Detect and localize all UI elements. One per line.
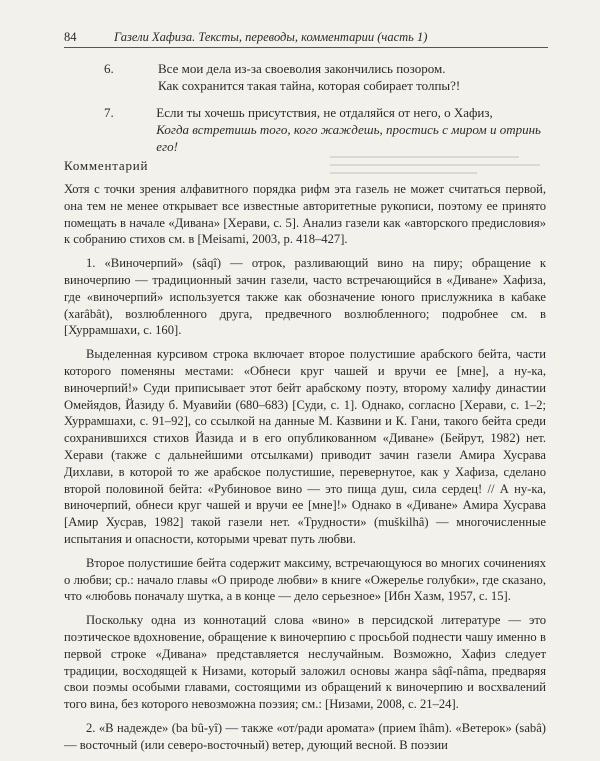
verse-number: 7. bbox=[104, 105, 114, 120]
paragraph: 2. «В надежде» (ba bû-yî) — также «от/ради аромата» (прием îhâm). «Ветерок» (sabâ) — восточный (или северо-восточный) ветер, дующий весной. В поэзии bbox=[64, 720, 546, 752]
commentary-body bbox=[64, 181, 546, 761]
verse-line: Если ты хочешь присутствия, не отдаляйся от него, о Хафиз, bbox=[156, 105, 493, 120]
paragraph: Хотя с точки зрения алфавитного порядка рифм эта газель не может считаться первой, она тем не менее открывает все известные авторитетные рукописи, поэтому ее принято помещать в начале «Дивана» [Херави, с. 5]. Анализ газели как «авторского предисловия» к собранию стихов см. в [Meisami, 2003, p. 418–427]. bbox=[64, 182, 546, 247]
paragraph: Второе полустишие бейта содержит максиму, встречающуюся во многих сочинениях о любви; ср.: начало главы «О природе любви» в книге «Ожерелье голубки», где сказано, что «любовь поначалу шутка, а в конце — дело серьезное» [Ибн Хазм, 1957, с. 15]. bbox=[64, 555, 546, 604]
paragraph: Выделенная курсивом строка включает второе полустишие арабского бейта, части которого поменяны местами: «Обнеси круг чашей и вручи ее [мне], а ну-ка, виночерпий!» Суди приписывает этот бейт арабскому поэту, второму халифу династии Омейядов, Йазиду б. Муавийи (680–683) [Суди, с. 1]. Однако, согласно [Херави, с. 1–2; Хуррамшахи, с. 91–92], со ссылкой на данные М. Казвини и К. Гани, такого бейта среди сохранившихся стихов Йазида и в его опубликованном «Диване» (Бейрут, 1982) нет. Херави (также с дальнейшими отсылками) приводит зачин газели Амира Хусрава Дихлави, в которой то же арабское полустишие, перевернутое, как у Хафиза, сделано второй половиной бейта: «Рубиновое вино — это пища душ, сила сердец! // А ну-ка, виночерпий, обнеси круг чашей и вручи ее [мне]!» Однако в «Диване» Амира Хусрава [Амир Хусрав, 1982] такой газели нет. «Трудности» (muškilhâ) — многочисленные испытания и опасности, которыми чреват путь любви. bbox=[64, 347, 546, 546]
running-header bbox=[64, 30, 548, 48]
verse-number: 6. bbox=[104, 61, 114, 76]
page-number: 84 bbox=[64, 30, 77, 44]
verse-item bbox=[64, 104, 548, 155]
running-title: Газели Хафиза. Тексты, переводы, комментарии (часть 1) bbox=[114, 30, 428, 44]
verse-line: Как сохранится такая тайна, которая собирает толпы?! bbox=[158, 78, 461, 93]
verse-item bbox=[64, 60, 548, 94]
paragraph: 1. «Виночерпий» (sâqî) — отрок, разливающий вино на пиру; обращение к виночерпию — традиционный зачин газели, часто встречающийся в «Диване» Хафиза, где «виночерпий» используется также как обозначение юного прислужника в кабаке (xarâbât), возлюбленного друга, предвечного возлюбленного; подробнее см. в [Хуррамшахи, с. 160]. bbox=[64, 256, 546, 338]
verse-line-italic: Когда встретишь того, кого жаждешь, простись с миром и отринь его! bbox=[156, 122, 541, 154]
section-title: Комментарий bbox=[64, 158, 149, 173]
verse-line: Все мои дела из-за своеволия закончились позором. bbox=[158, 61, 446, 76]
paragraph: Поскольку одна из коннотаций слова «вино» в персидской литературе — это поэтическое вдохновение, обращение к виночерпию с просьбой поднести чашу именно в первой строке «Дивана» представляется неслучайным. Возможно, Хафиз следует традиции, восходящей к Низами, который заложил основы жанра sâqî-nâma, предваряя свои поэмы особыми главами, состоящими из обращений к виночерпию и восхвалений того вина, без которого невозможна поэзия; см.: [Низами, 2008, с. 21–24]. bbox=[64, 613, 546, 712]
